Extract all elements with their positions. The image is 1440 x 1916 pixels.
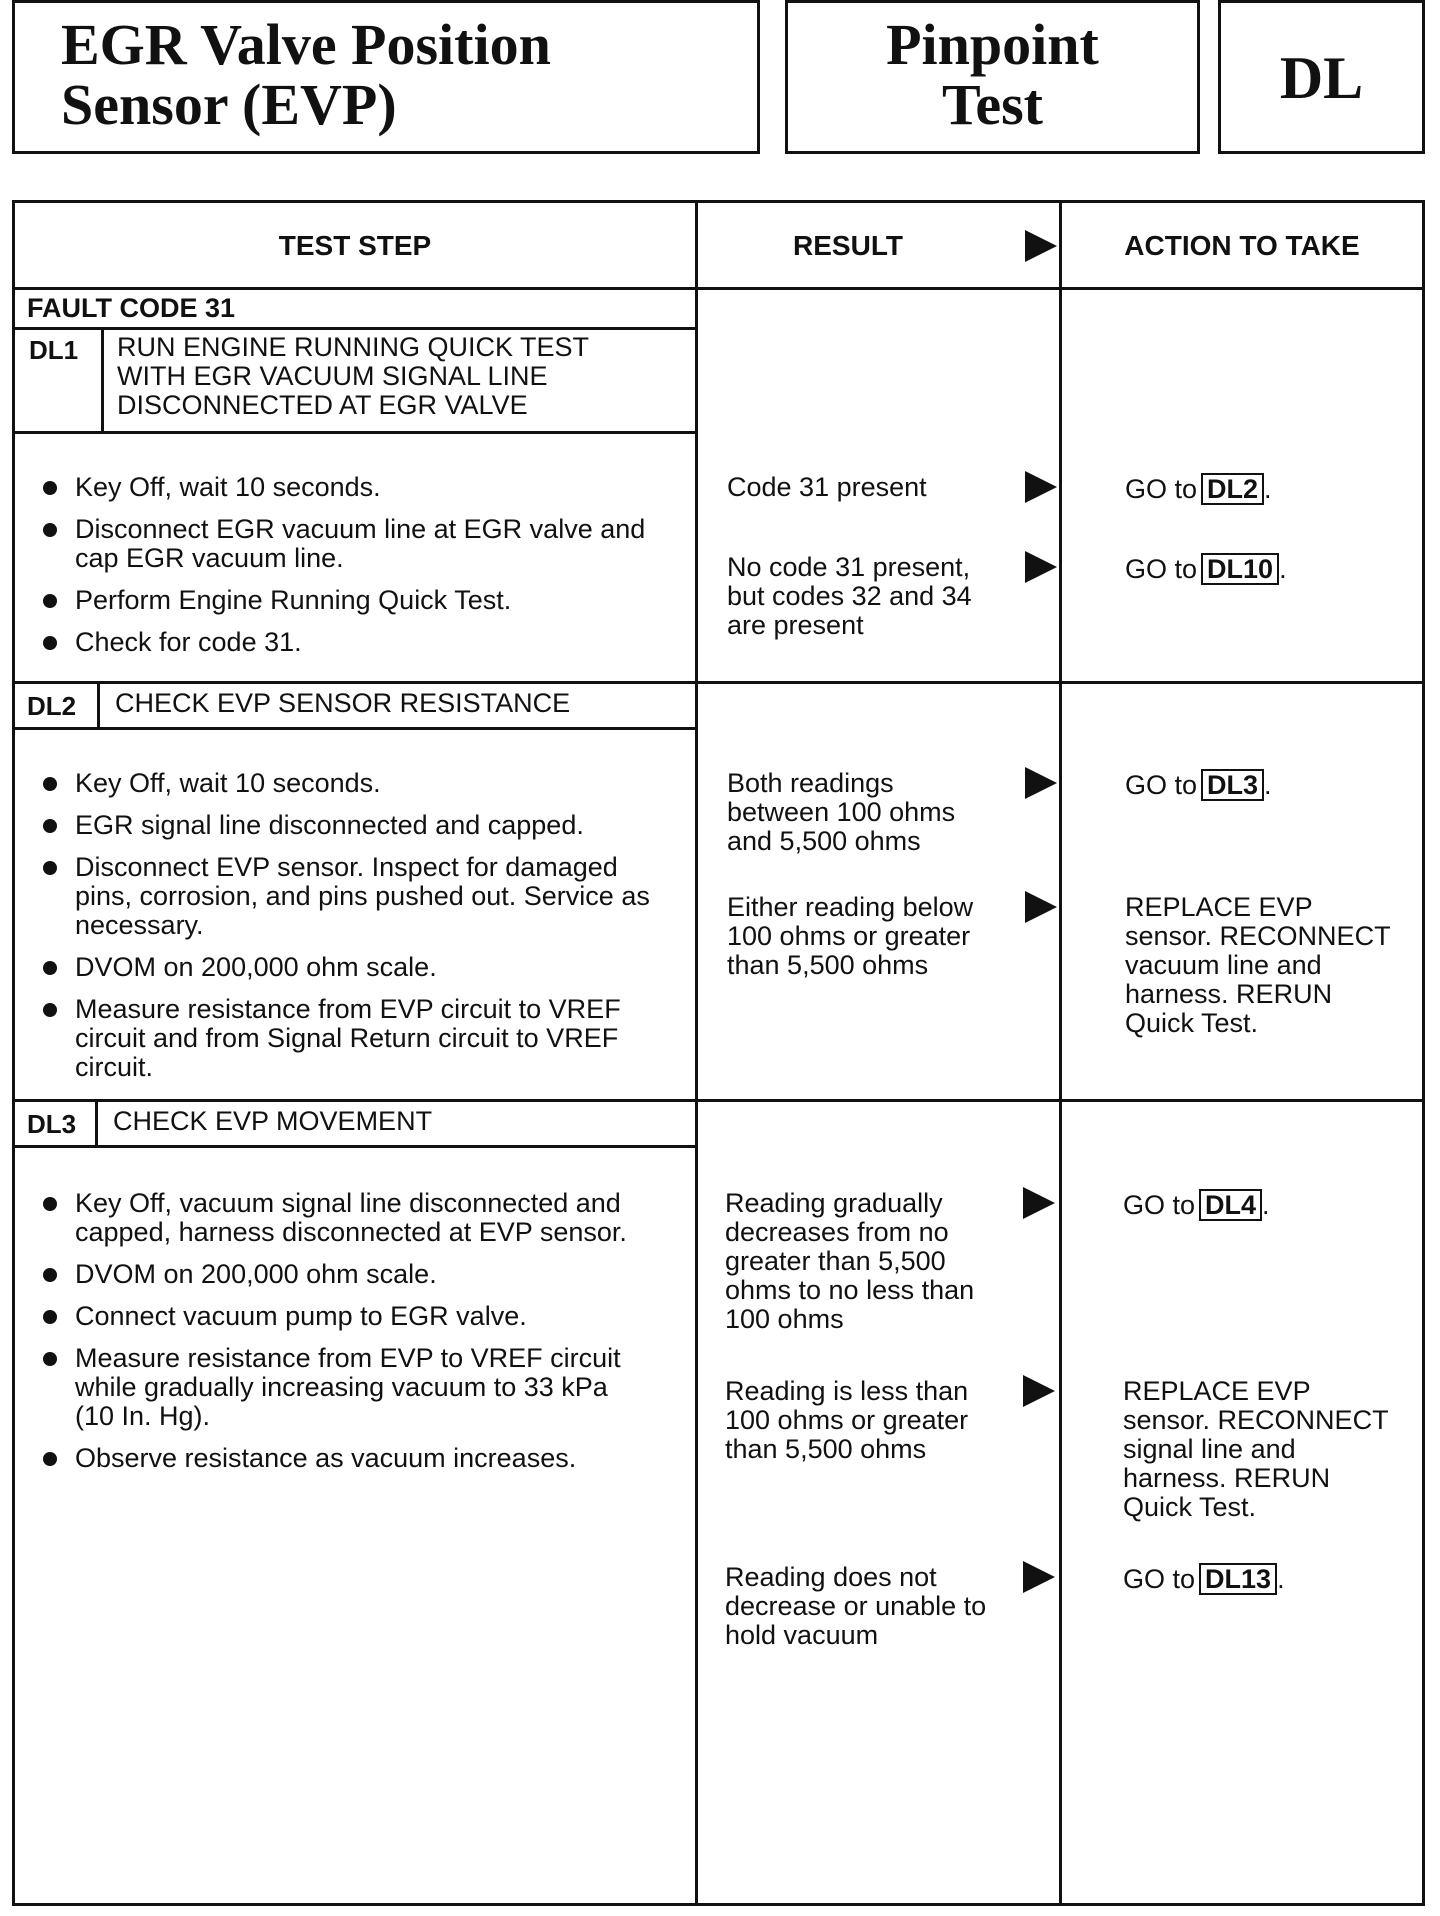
action-text: sensor. RECONNECT xyxy=(1123,1405,1389,1435)
result-arrow-icon xyxy=(1023,1187,1055,1219)
bullet-text: capped, harness disconnected at EVP sensor. xyxy=(75,1217,627,1247)
list-item xyxy=(41,515,691,573)
step-title-line: CHECK EVP MOVEMENT xyxy=(113,1106,433,1136)
list-item xyxy=(41,473,691,502)
result-arrow-icon xyxy=(1025,471,1057,503)
bullet-icon xyxy=(43,1197,57,1211)
bullet-icon xyxy=(43,1452,57,1466)
bullet-text: Measure resistance from EVP to VREF circuit xyxy=(75,1343,621,1373)
bullet-icon xyxy=(43,481,57,495)
header-result: RESULT xyxy=(793,230,903,261)
step-title-line: RUN ENGINE RUNNING QUICK TEST xyxy=(117,332,590,362)
result-dl3-1 xyxy=(725,1189,974,1334)
action-dl2-2 xyxy=(1125,893,1391,1038)
bullet-text: Observe resistance as vacuum increases. xyxy=(75,1443,577,1473)
result-dl2-1 xyxy=(727,769,955,856)
row-divider-dl1 xyxy=(15,681,1422,684)
bullet-text: Disconnect EGR vacuum line at EGR valve and xyxy=(75,514,646,544)
bullet-text: pins, corrosion, and pins pushed out. Service as xyxy=(75,881,650,911)
dl3-tag-divider xyxy=(95,1099,98,1147)
result-dl3-2 xyxy=(725,1377,968,1464)
bullet-text: circuit and from Signal Return circuit to VREF xyxy=(75,1023,619,1053)
action-punct: . xyxy=(1277,1564,1285,1594)
bullet-icon xyxy=(43,594,57,608)
bullet-icon xyxy=(43,1352,57,1366)
bullet-text: Connect vacuum pump to EGR valve. xyxy=(75,1301,527,1331)
list-item xyxy=(41,1444,691,1473)
bullet-text: Key Off, wait 10 seconds. xyxy=(75,472,381,502)
fault-divider xyxy=(15,327,695,330)
dl1-tag-divider xyxy=(101,327,104,433)
result-text: Code 31 present xyxy=(727,472,927,502)
row-divider-dl2 xyxy=(15,1099,1422,1102)
action-text: GO to xyxy=(1125,474,1198,504)
action-text: GO to xyxy=(1125,770,1198,800)
list-item xyxy=(41,811,691,840)
list-item xyxy=(41,1302,691,1331)
bullet-text: Key Off, wait 10 seconds. xyxy=(75,768,381,798)
result-arrow-icon xyxy=(1023,1561,1055,1593)
bullet-icon xyxy=(43,777,57,791)
result-text: No code 31 present, xyxy=(727,552,971,582)
test-code: DL xyxy=(1279,45,1364,111)
result-dl3-3 xyxy=(725,1563,986,1650)
header-divider xyxy=(15,287,1422,290)
step-id-dl1: DL1 xyxy=(29,335,79,365)
bullet-icon xyxy=(43,819,57,833)
bullet-text: Disconnect EVP sensor. Inspect for damaged xyxy=(75,852,618,882)
action-text: vacuum line and xyxy=(1125,950,1322,980)
bullet-text: cap EGR vacuum line. xyxy=(75,543,344,573)
step-ref-dl10[interactable]: DL10 xyxy=(1201,553,1279,585)
action-text: Quick Test. xyxy=(1125,1008,1259,1038)
step-title-dl3 xyxy=(113,1107,432,1136)
list-item xyxy=(41,586,691,615)
title-box xyxy=(12,0,760,154)
list-item xyxy=(41,628,691,657)
dl2-bullet-list xyxy=(41,769,691,1095)
step-id-dl2: DL2 xyxy=(27,691,77,721)
action-text: harness. RERUN xyxy=(1123,1463,1331,1493)
step-title-line: WITH EGR VACUUM SIGNAL LINE xyxy=(117,361,548,391)
bullet-icon xyxy=(43,861,57,875)
action-text: signal line and xyxy=(1123,1434,1296,1464)
result-text: are present xyxy=(727,610,864,640)
result-arrow-icon xyxy=(1025,767,1057,799)
result-dl2-2 xyxy=(727,893,973,980)
result-dl1-1 xyxy=(727,473,927,502)
header-action: ACTION TO TAKE xyxy=(1124,230,1360,261)
result-text: 100 ohms or greater xyxy=(727,921,971,951)
dl1-title-divider xyxy=(15,431,695,434)
bullet-text: Check for code 31. xyxy=(75,627,302,657)
result-arrow-icon xyxy=(1023,1375,1055,1407)
result-arrow-icon xyxy=(1025,230,1057,262)
action-dl3-2 xyxy=(1123,1377,1389,1522)
step-title-line: DISCONNECTED AT EGR VALVE xyxy=(117,390,528,420)
fault-code-label: FAULT CODE 31 xyxy=(27,293,236,323)
action-text: GO to xyxy=(1123,1564,1196,1594)
step-ref-dl4[interactable]: DL4 xyxy=(1199,1189,1262,1221)
bullet-text: circuit. xyxy=(75,1052,154,1082)
bullet-text: DVOM on 200,000 ohm scale. xyxy=(75,952,437,982)
action-dl1-2 xyxy=(1125,553,1287,585)
bullet-text: Perform Engine Running Quick Test. xyxy=(75,585,512,615)
list-item xyxy=(41,953,691,982)
action-text: GO to xyxy=(1123,1190,1196,1220)
dl3-title-divider xyxy=(15,1145,695,1148)
list-item xyxy=(41,1189,691,1247)
result-arrow-icon xyxy=(1025,891,1057,923)
list-item xyxy=(41,995,691,1082)
bullet-icon xyxy=(43,1003,57,1017)
title-line-2: Sensor (EVP) xyxy=(61,72,397,137)
action-text: harness. RERUN xyxy=(1125,979,1333,1009)
list-item xyxy=(41,1344,691,1431)
result-text: Either reading below xyxy=(727,892,974,922)
action-punct: . xyxy=(1279,554,1287,584)
result-text: hold vacuum xyxy=(725,1620,879,1650)
step-title-dl2 xyxy=(115,689,570,718)
pinpoint-test-box xyxy=(785,0,1200,154)
action-text: REPLACE EVP xyxy=(1125,892,1313,922)
bullet-icon xyxy=(43,1268,57,1282)
result-arrow-icon xyxy=(1025,551,1057,583)
list-item xyxy=(41,1260,691,1289)
title-line-1: EGR Valve Position xyxy=(61,12,551,77)
dl2-tag-divider xyxy=(97,681,100,729)
bullet-icon xyxy=(43,961,57,975)
pinpoint-test-label xyxy=(788,12,1197,137)
action-text: REPLACE EVP xyxy=(1123,1376,1311,1406)
bullet-text: Measure resistance from EVP circuit to VREF xyxy=(75,994,621,1024)
column-divider-1 xyxy=(695,203,698,1903)
result-text: decreases from no xyxy=(725,1217,949,1247)
result-dl1-2 xyxy=(727,553,972,640)
action-text: GO to xyxy=(1125,554,1198,584)
result-text: than 5,500 ohms xyxy=(725,1434,927,1464)
bullet-text: Key Off, vacuum signal line disconnected and xyxy=(75,1188,621,1218)
result-text: Reading is less than xyxy=(725,1376,969,1406)
result-text: but codes 32 and 34 xyxy=(727,581,972,611)
action-dl2-1 xyxy=(1125,769,1272,801)
action-punct: . xyxy=(1262,1190,1270,1220)
dl3-bullet-list xyxy=(41,1189,691,1486)
page-title xyxy=(61,12,551,137)
pinpoint-table xyxy=(12,200,1425,1906)
action-dl3-3 xyxy=(1123,1563,1285,1595)
column-divider-2 xyxy=(1059,203,1062,1903)
result-text: Both readings xyxy=(727,768,894,798)
action-text: sensor. RECONNECT xyxy=(1125,921,1391,951)
result-text: and 5,500 ohms xyxy=(727,826,921,856)
test-code-box xyxy=(1218,0,1425,154)
step-title-dl1 xyxy=(117,333,589,420)
bullet-text: EGR signal line disconnected and capped. xyxy=(75,810,584,840)
bullet-text: necessary. xyxy=(75,910,204,940)
result-text: 100 ohms or greater xyxy=(725,1405,969,1435)
step-ref-dl13[interactable]: DL13 xyxy=(1199,1563,1277,1595)
step-ref-dl3[interactable]: DL3 xyxy=(1201,769,1264,801)
bullet-icon xyxy=(43,1310,57,1324)
step-ref-dl2[interactable]: DL2 xyxy=(1201,473,1264,505)
action-punct: . xyxy=(1264,474,1272,504)
list-item xyxy=(41,853,691,940)
bullet-text: (10 In. Hg). xyxy=(75,1401,211,1431)
result-text: 100 ohms xyxy=(725,1304,844,1334)
action-punct: . xyxy=(1264,770,1272,800)
result-text: ohms to no less than xyxy=(725,1275,975,1305)
result-text: decrease or unable to xyxy=(725,1591,987,1621)
result-text: between 100 ohms xyxy=(727,797,956,827)
result-text: than 5,500 ohms xyxy=(727,950,929,980)
action-text: Quick Test. xyxy=(1123,1492,1257,1522)
bullet-icon xyxy=(43,523,57,537)
step-id-dl3: DL3 xyxy=(27,1109,77,1139)
bullet-icon xyxy=(43,636,57,650)
result-text: Reading gradually xyxy=(725,1188,943,1218)
action-dl1-1 xyxy=(1125,473,1272,505)
pinpoint-line-1: Pinpoint xyxy=(886,12,1099,77)
step-title-line: CHECK EVP SENSOR RESISTANCE xyxy=(115,688,571,718)
dl2-title-divider xyxy=(15,727,695,730)
list-item xyxy=(41,769,691,798)
pinpoint-line-2: Test xyxy=(942,72,1043,137)
result-text: greater than 5,500 xyxy=(725,1246,946,1276)
header-test-step: TEST STEP xyxy=(278,230,432,261)
bullet-text: DVOM on 200,000 ohm scale. xyxy=(75,1259,437,1289)
dl1-bullet-list xyxy=(41,473,691,670)
result-text: Reading does not xyxy=(725,1562,937,1592)
bullet-text: while gradually increasing vacuum to 33 kPa xyxy=(75,1372,608,1402)
action-dl3-1 xyxy=(1123,1189,1270,1221)
